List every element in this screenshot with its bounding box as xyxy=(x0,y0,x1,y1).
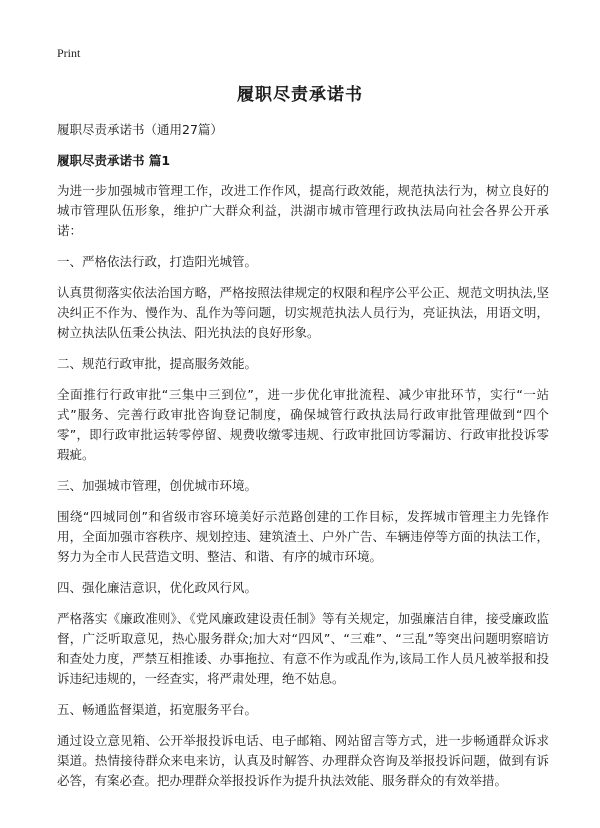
document-subtitle: 履职尽责承诺书（通用27篇） xyxy=(57,122,223,137)
document-body xyxy=(57,120,549,802)
point-heading-2: 二、规范行政审批，提高服务效能。 xyxy=(57,356,258,371)
intro-paragraph: 为进一步加强城市管理工作，改进工作作风，提高行政效能，规范执法行为，树立良好的城市管理队伍形象，维护广大群众利益，洪湖市城市管理行政执法局向社会各界公开承诺： xyxy=(57,183,549,238)
point-body-5: 通过设立意见箱、公开举报投诉电话、电子邮箱、网站留言等方式，进一步畅通群众诉求渠道。热情接待群众来电来访，认真及时解答、办理群众咨询及举报投诉问题，做到有诉必答，有案必查。把办理群众举报投诉作为提升执法效能、服务群众的有效举措。 xyxy=(57,733,549,788)
point-heading-3: 三、加强城市管理，创优城市环境。 xyxy=(57,478,258,493)
point-body-3: 围绕“四城同创”和省级市容环境美好示范路创建的工作目标，发挥城市管理主力先锋作用，全面加强市容秩序、规划控违、建筑渣土、户外广告、车辆违停等方面的执法工作，努力为全市人民营造文明、整洁、和谐、有序的城市环境。 xyxy=(57,509,549,564)
section-heading: 履职尽责承诺书 篇1 xyxy=(57,153,171,168)
print-link[interactable]: Print xyxy=(57,46,81,60)
point-body-2: 全面推行行政审批“三集中三到位”，进一步优化审批流程、减少审批环节，实行“一站式”服务、完善行政审批咨询登记制度，确保城管行政执法局行政审批管理做到“四个零”，即行政审批运转零停留、规费收缴零违规、行政审批回访零漏访、行政审批投诉零瑕疵。 xyxy=(57,387,549,462)
page-title: 履职尽责承诺书 xyxy=(237,85,363,105)
point-body-4: 严格落实《廉政准则》、《党风廉政建设责任制》等有关规定，加强廉洁自律，接受廉政监督，广泛听取意见，热心服务群众;加大对“四风”、“三难”、“三乱”等突出问题明察暗访和查处力度，严禁互相推诿、办事拖拉、有意不作为或乱作为,该局工作人员凡被举报和投诉违纪违规的，一经查实，将严肃处理，绝不姑息。 xyxy=(57,611,549,686)
point-heading-1: 一、严格依法行政，打造阳光城管。 xyxy=(57,254,258,269)
point-heading-5: 五、畅通监督渠道，拓宽服务平台。 xyxy=(57,702,258,717)
point-body-1: 认真贯彻落实依法治国方略，严格按照法律规定的权限和程序公平公正、规范文明执法,坚决纠正不作为、慢作为、乱作为等问题，切实规范执法人员行为，亮证执法，用语文明，树立执法队伍秉公执法、阳光执法的良好形象。 xyxy=(57,285,549,340)
point-heading-4: 四、强化廉洁意识，优化政风行风。 xyxy=(57,580,258,595)
